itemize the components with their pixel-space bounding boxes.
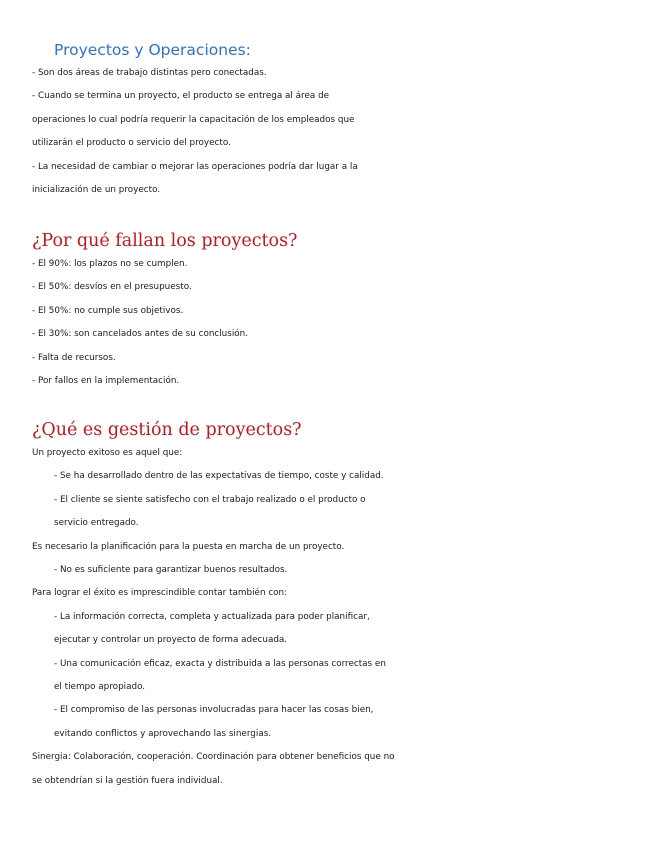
text-line: Sinergia: Colaboración, cooperación. Coordinación para obtener beneficios que no	[32, 752, 395, 763]
section-proyectos-operaciones	[32, 38, 642, 202]
text-line: - Cuando se termina un proyecto, el producto se entrega al área de	[32, 91, 330, 102]
text-line: inicialización de un proyecto.	[32, 185, 161, 196]
list-item: - El 30%: son cancelados antes de su conclusión.	[32, 329, 249, 340]
list-item: - El 90%: los plazos no se cumplen.	[32, 259, 188, 269]
text-line: - La necesidad de cambiar o mejorar las operaciones podría dar lugar a la	[32, 161, 358, 172]
list-item: - Por fallos en la implementación.	[32, 376, 180, 387]
list-item: - El compromiso de las personas involucradas para hacer las cosas bien,	[54, 705, 374, 716]
list-item: - El 50%: desvíos en el presupuesto.	[32, 282, 192, 293]
section-title-gestion-proyectos: ¿Qué es gestión de proyectos?	[32, 420, 302, 440]
list-item: - Una comunicación eficaz, exacta y distribuida a las personas correctas en	[54, 658, 386, 669]
text-line: Un proyecto exitoso es aquel que:	[32, 448, 183, 458]
list-item: - No es suficiente para garantizar buenos resultados.	[54, 565, 288, 576]
text-line: Para lograr el éxito es imprescindible contar también con:	[32, 588, 288, 599]
text-line: evitando conflictos y aprovechando las sinergias.	[54, 728, 272, 739]
text-line: - Son dos áreas de trabajo distintas pero conectadas.	[32, 68, 267, 78]
list-item: - El cliente se siente satisfecho con el trabajo realizado o el producto o	[54, 494, 366, 505]
text-line: se obtendrían si la gestión fuera individual.	[32, 775, 223, 786]
section-gestion-proyectos	[32, 418, 642, 793]
section-title-por-que-fallan: ¿Por qué fallan los proyectos?	[32, 231, 298, 251]
text-line: operaciones lo cual podría requerir la capacitación de los empleados que	[32, 114, 355, 125]
list-item: - El 50%: no cumple sus objetivos.	[32, 305, 184, 316]
list-item: - Falta de recursos.	[32, 352, 116, 363]
text-line: utilizarán el producto o servicio del proyecto.	[32, 138, 231, 149]
section-por-que-fallan	[32, 229, 642, 393]
text-line: servicio entregado.	[54, 518, 139, 529]
list-item: - Se ha desarrollado dentro de las expectativas de tiempo, coste y calidad.	[54, 471, 384, 482]
text-line: ejecutar y controlar un proyecto de forma adecuada.	[54, 635, 288, 646]
text-line: el tiempo apropiado.	[54, 682, 146, 693]
list-item: - La información correcta, completa y actualizada para poder planificar,	[54, 611, 370, 622]
section-title-proyectos-operaciones: Proyectos y Operaciones:	[54, 41, 251, 59]
text-line: Es necesario la planificación para la puesta en marcha de un proyecto.	[32, 541, 345, 552]
